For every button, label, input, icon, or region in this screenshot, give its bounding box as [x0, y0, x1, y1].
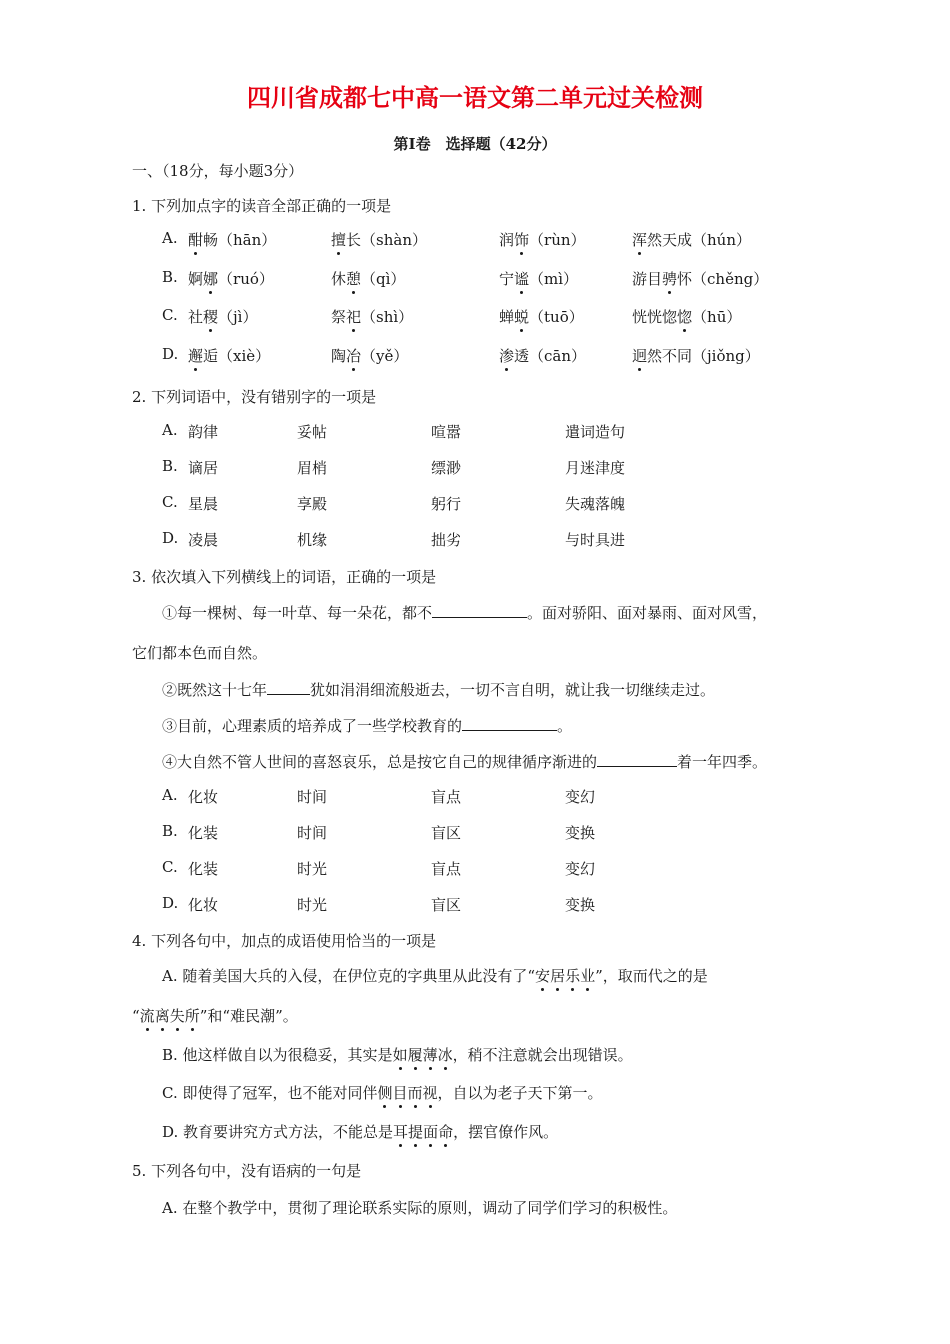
option-label	[162, 457, 178, 475]
word: 凌晨	[188, 531, 219, 549]
emphasis-char: 失	[169, 1007, 185, 1025]
option-letter: C.	[162, 493, 178, 511]
question-4-option-a: A. 随着美国大兵的入侵，在伊位克的字典里从此没有了“安居乐业”，取而代之的是	[162, 967, 708, 985]
emphasis-char: 居	[550, 967, 566, 985]
option-word	[188, 786, 218, 807]
word: 化妆	[188, 788, 219, 806]
dotted-char: 稷	[203, 308, 219, 326]
option-word	[297, 457, 327, 478]
emphasis-char: 命	[438, 1123, 454, 1141]
item-text: 蝉	[499, 308, 515, 326]
question-2-stem: 2. 下列词语中，没有错别字的一项是	[132, 388, 377, 406]
option-word	[565, 858, 595, 879]
question-4-option-b: B. 他这样做自以为很稳妥，其实是如履薄冰，稍不注意就会出现错误。	[162, 1046, 633, 1064]
word: 盲区	[431, 824, 462, 842]
dotted-idiom	[140, 1007, 200, 1025]
option-letter: D.	[162, 529, 179, 547]
option-letter: A.	[162, 786, 178, 804]
word: 化妆	[188, 896, 219, 914]
item-text: 然天成（hún）	[647, 231, 751, 249]
question-4-option-a-cont: “流离失所”和“难民潮”。	[132, 1007, 298, 1025]
word: 妥帖	[297, 423, 328, 441]
word: 月迷津度	[565, 459, 626, 477]
word: 享殿	[297, 495, 328, 513]
pinyin-item	[632, 345, 760, 366]
item-text: （yě）	[361, 347, 409, 365]
option-word	[565, 822, 595, 843]
emphasis-char: 业	[580, 967, 596, 985]
item-text: 润	[499, 231, 515, 249]
pinyin-item	[331, 306, 413, 327]
item-text: （mì）	[529, 270, 579, 288]
word: 星晨	[188, 495, 219, 513]
item-text: 婀	[188, 270, 204, 288]
word: 变幻	[565, 860, 596, 878]
emphasis-char: 安	[535, 967, 551, 985]
dotted-char: 祀	[346, 308, 362, 326]
option-word	[565, 786, 595, 807]
option-letter: C.	[162, 306, 178, 324]
emphasis-char: 流	[139, 1007, 155, 1025]
option-label	[162, 894, 178, 912]
emphasis-char: 提	[408, 1123, 424, 1141]
item-text: 长（shàn）	[346, 231, 427, 249]
word: 韵律	[188, 423, 219, 441]
document-title: 四川省成都七中高一语文第二单元过关检测	[247, 84, 703, 112]
question-3-stem: 3. 依次填入下列横线上的词语，正确的一项是	[132, 568, 437, 586]
word: 眉梢	[297, 459, 328, 477]
option-label	[162, 786, 178, 804]
dotted-char: 渗	[499, 347, 515, 365]
option-letter: C.	[162, 858, 178, 876]
emphasis-char: 履	[407, 1046, 423, 1064]
word: 拙劣	[431, 531, 462, 549]
word: 变幻	[565, 788, 596, 806]
pinyin-item	[331, 268, 405, 289]
word: 躬行	[431, 495, 462, 513]
option-word	[188, 493, 218, 514]
dotted-idiom	[393, 1123, 453, 1141]
option-label	[162, 858, 178, 876]
emphasis-char: 耳	[393, 1123, 409, 1141]
option-word	[431, 493, 461, 514]
dotted-char: 惚	[677, 308, 693, 326]
option-label	[162, 229, 178, 247]
word: 化装	[188, 860, 219, 878]
pinyin-item	[188, 268, 274, 289]
emphasis-char: 薄	[422, 1046, 438, 1064]
option-label	[162, 493, 178, 511]
option-word	[431, 858, 461, 879]
item-text: （rùn）	[529, 231, 586, 249]
pinyin-item	[499, 229, 586, 250]
pinyin-item	[331, 345, 408, 366]
word: 盲点	[431, 788, 462, 806]
dotted-char: 娜	[203, 270, 219, 288]
word: 时间	[297, 824, 328, 842]
question-5-stem: 5. 下列各句中，没有语病的一句是	[132, 1162, 362, 1180]
question-5-option-a: A. 在整个教学中，贯彻了理论联系实际的原则，调动了同学们学习的积极性。	[162, 1199, 678, 1217]
option-word	[565, 457, 625, 478]
dotted-char: 酣	[188, 231, 204, 249]
pinyin-item	[188, 345, 270, 366]
emphasis-char: 乐	[565, 967, 581, 985]
option-word	[188, 822, 218, 843]
dotted-char: 浑	[632, 231, 648, 249]
word: 变换	[565, 896, 596, 914]
item-text: 宁	[499, 270, 515, 288]
option-word	[431, 457, 461, 478]
dotted-char: 饰	[514, 231, 530, 249]
option-label	[162, 268, 178, 286]
option-word	[431, 421, 461, 442]
word: 变换	[565, 824, 596, 842]
question-4-option-c: C. 即使得了冠军，也不能对同伴侧目而视，自以为老子天下第一。	[162, 1084, 603, 1102]
pinyin-item	[188, 306, 257, 327]
option-letter: A.	[162, 421, 178, 439]
option-word	[431, 786, 461, 807]
option-label	[162, 822, 178, 840]
word: 盲点	[431, 860, 462, 878]
option-letter: D.	[162, 894, 179, 912]
option-word	[431, 822, 461, 843]
fill-blank	[267, 680, 310, 695]
option-word	[565, 894, 595, 915]
option-word	[188, 457, 218, 478]
option-word	[188, 858, 218, 879]
question-4-option-d: D. 教育要讲究方式方法，不能总是耳提面命，摆官僚作风。	[162, 1123, 559, 1141]
item-text: （shì）	[361, 308, 414, 326]
word: 喧嚣	[431, 423, 462, 441]
item-text: 畅（hān）	[203, 231, 277, 249]
pinyin-item	[632, 268, 768, 289]
emphasis-char: 冰	[437, 1046, 453, 1064]
emphasis-char: 所	[184, 1007, 200, 1025]
item-text: 祭	[331, 308, 347, 326]
item-text: （jì）	[218, 308, 258, 326]
word: 机缘	[297, 531, 328, 549]
emphasis-char: 视	[422, 1084, 438, 1102]
option-label	[162, 421, 178, 439]
fill-blank	[462, 716, 557, 731]
word: 遣词造句	[565, 423, 626, 441]
option-word	[565, 493, 625, 514]
word: 时间	[297, 788, 328, 806]
word: 与时具进	[565, 531, 626, 549]
option-letter: B.	[162, 457, 178, 475]
option-word	[297, 421, 327, 442]
option-letter: A.	[162, 229, 178, 247]
option-label	[162, 529, 178, 547]
option-word	[431, 529, 461, 550]
section-title: 第Ⅰ卷 选择题（42分）	[393, 135, 557, 153]
option-word	[297, 529, 327, 550]
item-text: 社	[188, 308, 204, 326]
item-text: （hū）	[692, 308, 742, 326]
dotted-char: 蜕	[514, 308, 530, 326]
dotted-char: 迥	[632, 347, 648, 365]
question-3-sentence-1: ①每一棵树、每一叶草、每一朵花，都不 。面对骄阳、面对暴雨、面对风雪，	[162, 604, 768, 622]
option-word	[188, 894, 218, 915]
emphasis-char: 而	[407, 1084, 423, 1102]
option-word	[297, 493, 327, 514]
emphasis-char: 离	[154, 1007, 170, 1025]
item-text: 逅（xiè）	[203, 347, 271, 365]
emphasis-char: 侧	[377, 1084, 393, 1102]
dotted-idiom	[535, 967, 595, 985]
pinyin-item	[632, 229, 751, 250]
dotted-char: 谧	[514, 270, 530, 288]
option-word	[297, 822, 327, 843]
pinyin-item	[499, 345, 586, 366]
fill-blank	[597, 752, 677, 767]
option-letter: B.	[162, 822, 178, 840]
item-text: 透（cān）	[514, 347, 587, 365]
dotted-idiom	[393, 1046, 453, 1064]
option-letter: B.	[162, 268, 178, 286]
word: 化装	[188, 824, 219, 842]
item-text: 陶	[331, 347, 347, 365]
word: 谪居	[188, 459, 219, 477]
option-label	[162, 345, 178, 363]
part-header: 一、（18分，每小题3分）	[132, 162, 304, 180]
question-1-stem: 1. 下列加点字的读音全部正确的一项是	[132, 197, 392, 215]
emphasis-char: 目	[392, 1084, 408, 1102]
question-3-sentence-1-cont: 它们都本色而自然。	[132, 644, 268, 662]
question-4-stem: 4. 下列各句中，加点的成语使用恰当的一项是	[132, 932, 437, 950]
option-word	[297, 786, 327, 807]
question-3-sentence-2: ②既然这十七年 犹如涓涓细流般逝去，一切不言自明，就让我一切继续走过。	[162, 681, 716, 699]
emphasis-char: 面	[423, 1123, 439, 1141]
option-word	[297, 894, 327, 915]
option-word	[565, 529, 625, 550]
option-word	[188, 529, 218, 550]
dotted-char: 骋	[662, 270, 678, 288]
item-text: 游目	[632, 270, 663, 288]
item-text: 休	[331, 270, 347, 288]
option-word	[188, 421, 218, 442]
question-3-sentence-3: ③目前，心理素质的培养成了一些学校教育的 。	[162, 717, 573, 735]
dotted-char: 擅	[331, 231, 347, 249]
pinyin-item	[188, 229, 276, 250]
word: 失魂落魄	[565, 495, 626, 513]
dotted-idiom	[377, 1084, 437, 1102]
dotted-char: 邂	[188, 347, 204, 365]
pinyin-item	[331, 229, 427, 250]
question-3-sentence-4: ④大自然不管人世间的喜怒哀乐，总是按它自己的规律循序渐进的 着一年四季。	[162, 753, 768, 771]
dotted-char: 冶	[346, 347, 362, 365]
word: 盲区	[431, 896, 462, 914]
item-text: （qì）	[361, 270, 406, 288]
word: 时光	[297, 896, 328, 914]
word: 时光	[297, 860, 328, 878]
item-text: 然不同（jiǒng）	[647, 347, 760, 365]
word: 缥渺	[431, 459, 462, 477]
item-text: （tuō）	[529, 308, 584, 326]
option-word	[431, 894, 461, 915]
item-text: 怀（chěng）	[677, 270, 769, 288]
pinyin-item	[499, 268, 578, 289]
fill-blank	[432, 603, 527, 618]
emphasis-char: 如	[392, 1046, 408, 1064]
option-label	[162, 306, 178, 324]
pinyin-item	[499, 306, 584, 327]
option-word	[565, 421, 625, 442]
item-text: 恍恍惚	[632, 308, 678, 326]
item-text: （ruó）	[218, 270, 274, 288]
pinyin-item	[632, 306, 741, 327]
option-letter: D.	[162, 345, 179, 363]
dotted-char: 憩	[346, 270, 362, 288]
option-word	[297, 858, 327, 879]
